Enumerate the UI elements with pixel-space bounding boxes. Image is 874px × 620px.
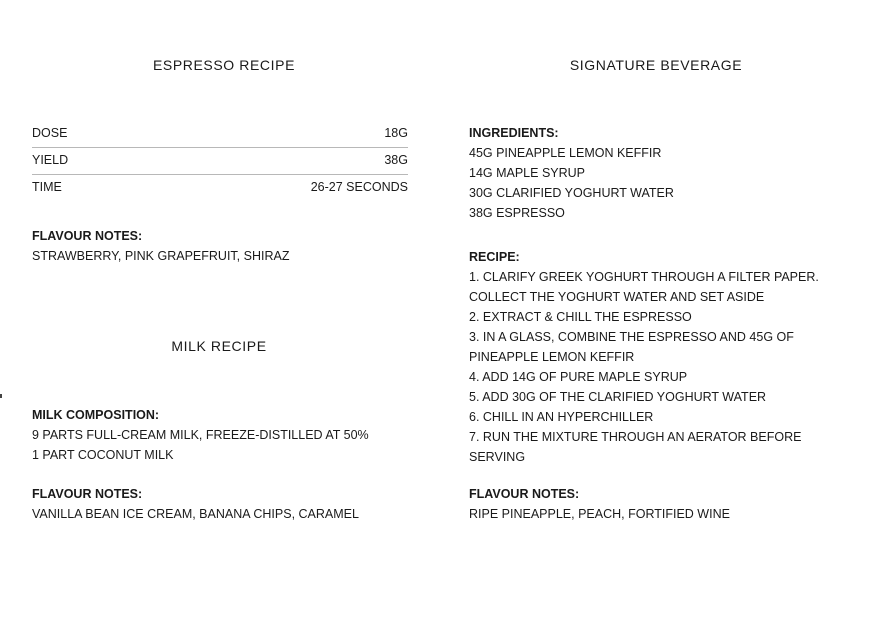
espresso-flavour-notes [32,226,289,266]
milk-composition [32,405,369,465]
list-item: 30G CLARIFIED YOGHURT WATER [469,186,674,200]
recipe-step-line: 1. CLARIFY GREEK YOGHURT THROUGH A FILTER PAPER. [469,270,819,284]
yield-label: YIELD [32,153,69,167]
milk-recipe-heading: MILK RECIPE [171,338,267,354]
espresso-recipe-heading: ESPRESSO RECIPE [152,57,296,73]
edge-mark [0,394,2,398]
ingredients-label: INGREDIENTS: [469,126,559,140]
recipe-step-line: SERVING [469,450,526,464]
list-item: 38G ESPRESSO [469,206,565,220]
table-row-yield [32,149,408,175]
espresso-parameters-table [32,122,408,203]
recipe-step-line: 6. CHILL IN AN HYPERCHILLER [469,410,654,424]
signature-flavour-label: FLAVOUR NOTES: [469,487,580,501]
recipe-step-line: 3. IN A GLASS, COMBINE THE ESPRESSO AND 45G OF [469,330,794,344]
signature-flavour-notes [469,484,730,524]
milk-flavour-notes [32,484,359,524]
recipe-step-line: PINEAPPLE LEMON KEFFIR [469,350,635,364]
recipe-step-line: 7. RUN THE MIXTURE THROUGH AN AERATOR BEFORE [469,430,802,444]
dose-value: 18G [384,126,408,140]
yield-value: 38G [384,153,408,167]
recipe-step-line: 4. ADD 14G OF PURE MAPLE SYRUP [469,370,688,384]
recipe-step-line: 5. ADD 30G OF THE CLARIFIED YOGHURT WATER [469,390,767,404]
signature-recipe [469,247,819,467]
signature-ingredients [469,123,674,223]
list-item: 14G MAPLE SYRUP [469,166,586,180]
recipe-step-line: 2. EXTRACT & CHILL THE ESPRESSO [469,310,692,324]
espresso-flavour-label: FLAVOUR NOTES: [32,229,143,243]
recipe-step-line: COLLECT THE YOGHURT WATER AND SET ASIDE [469,290,765,304]
table-row-time [32,176,408,202]
list-item: 45G PINEAPPLE LEMON KEFFIR [469,146,662,160]
dose-label: DOSE [32,126,68,140]
milk-flavour-label: FLAVOUR NOTES: [32,487,143,501]
recipe-label: RECIPE: [469,250,520,264]
table-row-dose [32,122,408,148]
signature-flavour-text: RIPE PINEAPPLE, PEACH, FORTIFIED WINE [469,507,730,521]
espresso-flavour-text: STRAWBERRY, PINK GRAPEFRUIT, SHIRAZ [32,249,290,263]
milk-flavour-text: VANILLA BEAN ICE CREAM, BANANA CHIPS, CARAMEL [32,507,359,521]
milk-composition-line: 9 PARTS FULL-CREAM MILK, FREEZE-DISTILLED AT 50% [32,428,369,442]
milk-composition-label: MILK COMPOSITION: [32,408,160,422]
signature-beverage-heading: SIGNATURE BEVERAGE [569,57,743,73]
milk-composition-line: 1 PART COCONUT MILK [32,448,174,462]
time-label: TIME [32,180,62,194]
time-value: 26-27 SECONDS [310,180,408,194]
